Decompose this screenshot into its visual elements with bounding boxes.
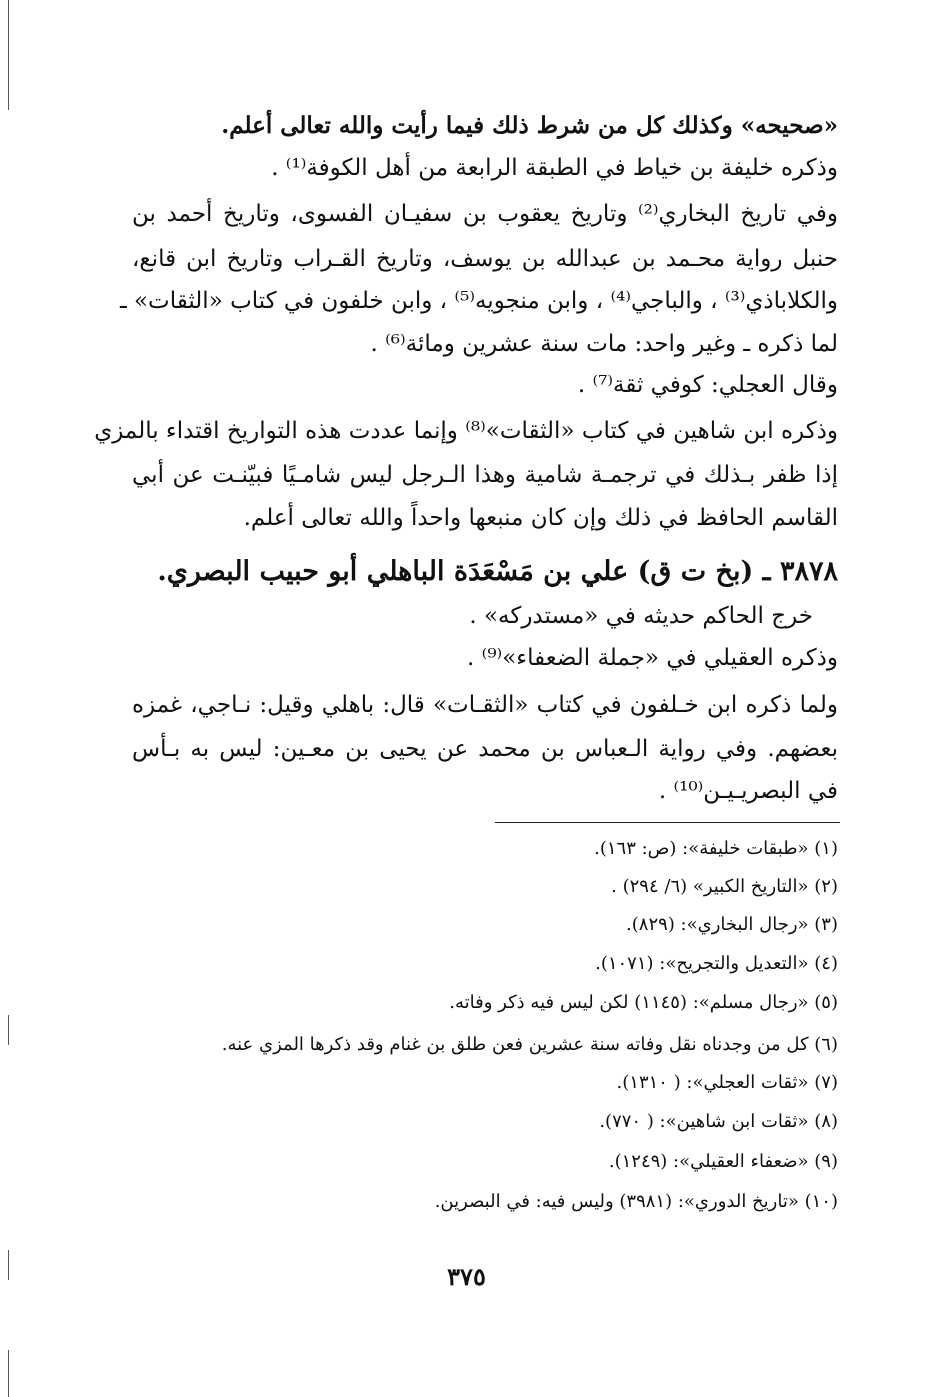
text-line: وذكره ابن شاهين في كتاب «الثقات»⁽⁸⁾ وإنما عددت هذه التواريخ اقتداء بالمزي xyxy=(94,418,838,444)
text-line: «صحيحه» وكذلك كل من شرط ذلك فيما رأيت والله تعالى أعلم. xyxy=(221,112,838,139)
text-line: بعضهم. وفي رواية الـعباس بن محمد عن يحيى بن معـين: ليس به بـأس xyxy=(132,736,838,762)
footnote-separator xyxy=(495,822,840,823)
text-line: في البصريـيـن⁽¹⁰⁾ . xyxy=(658,778,838,804)
scan-edge-mark xyxy=(8,0,9,110)
footnote: (٤) «التعديل والتجريح»: (١٠٧١). xyxy=(595,953,838,974)
text-line: حنبل رواية محـمد بن عبدالله بن يوسف، وتاريخ القـراب وتاريخ ابن قانع، xyxy=(132,246,838,272)
text-line: ولما ذكره ابن خـلفون في كتاب «الثقـات» قال: باهلي وقيل: نـاجي، غمزه xyxy=(132,692,838,718)
text-line: إذا ظفر بـذلك في ترجمـة شامية وهذا الـرجل ليس شامـيًا فبيّنـت عن أبي xyxy=(132,462,838,488)
footnote: (١) «طبقات خليفة»: (ص: ١٦٣). xyxy=(594,838,838,859)
scan-edge-mark xyxy=(8,1350,9,1397)
text-line: والكلاباذي⁽³⁾ ، والباجي⁽⁴⁾ ، وابن منجويه⁽⁵⁾ ، وابن خلفون في كتاب «الثقات» ـ xyxy=(119,288,838,314)
footnote: (٣) «رجال البخاري»: (٨٢٩). xyxy=(626,914,838,935)
text-line: وفي تاريخ البخاري⁽²⁾ وتاريخ يعقوب بن سفيـان الفسوى، وتاريخ أحمد بن xyxy=(132,201,839,227)
footnote: (٦) كل من وجدناه نقل وفاته سنة عشرين فعن طلق بن غنام وقد ذكرها المزي عنه. xyxy=(221,1034,838,1055)
text-line: وقال العجلي: كوفي ثقة⁽⁷⁾ . xyxy=(577,372,838,398)
entry-heading: ٣٨٧٨ ـ (بخ ت ق) علي بن مَسْعَدَة الباهلي أبو حبيب البصري. xyxy=(157,556,838,587)
footnote: (٥) «رجال مسلم»: (١١٤٥) لكن ليس فيه ذكر وفاته. xyxy=(449,992,838,1013)
text-line: لما ذكره ـ وغير واحد: مات سنة عشرين ومائة⁽⁶⁾ . xyxy=(370,331,838,357)
text-line: القاسم الحافظ في ذلك وإن كان منبعها واحداً والله تعالى أعلم. xyxy=(243,505,838,531)
text-line: وذكره خليفة بن خياط في الطبقة الرابعة من أهل الكوفة⁽¹⁾ . xyxy=(271,155,838,181)
footnote: (٢) «التاريخ الكبير» (٦/ ٢٩٤) . xyxy=(611,876,838,897)
footnote: (٩) «ضعفاء العقيلي»: (١٢٤٩). xyxy=(608,1151,838,1172)
footnote: (٧) «ثقات العجلي»: ( ١٣١٠). xyxy=(616,1072,838,1093)
footnote: (١٠) «تاريخ الدوري»: (٣٩٨١) وليس فيه: في البصرين. xyxy=(434,1191,838,1212)
text-line: خرج الحاكم حديثه في «مستدركه» . xyxy=(469,603,813,629)
footnote: (٨) «ثقات ابن شاهين»: ( ٧٧٠). xyxy=(599,1111,838,1132)
text-line: وذكره العقيلي في «جملة الضعفاء»⁽⁹⁾ . xyxy=(467,645,838,671)
scan-edge-mark xyxy=(8,1015,9,1045)
page-number: ٣٧٥ xyxy=(447,1262,486,1291)
